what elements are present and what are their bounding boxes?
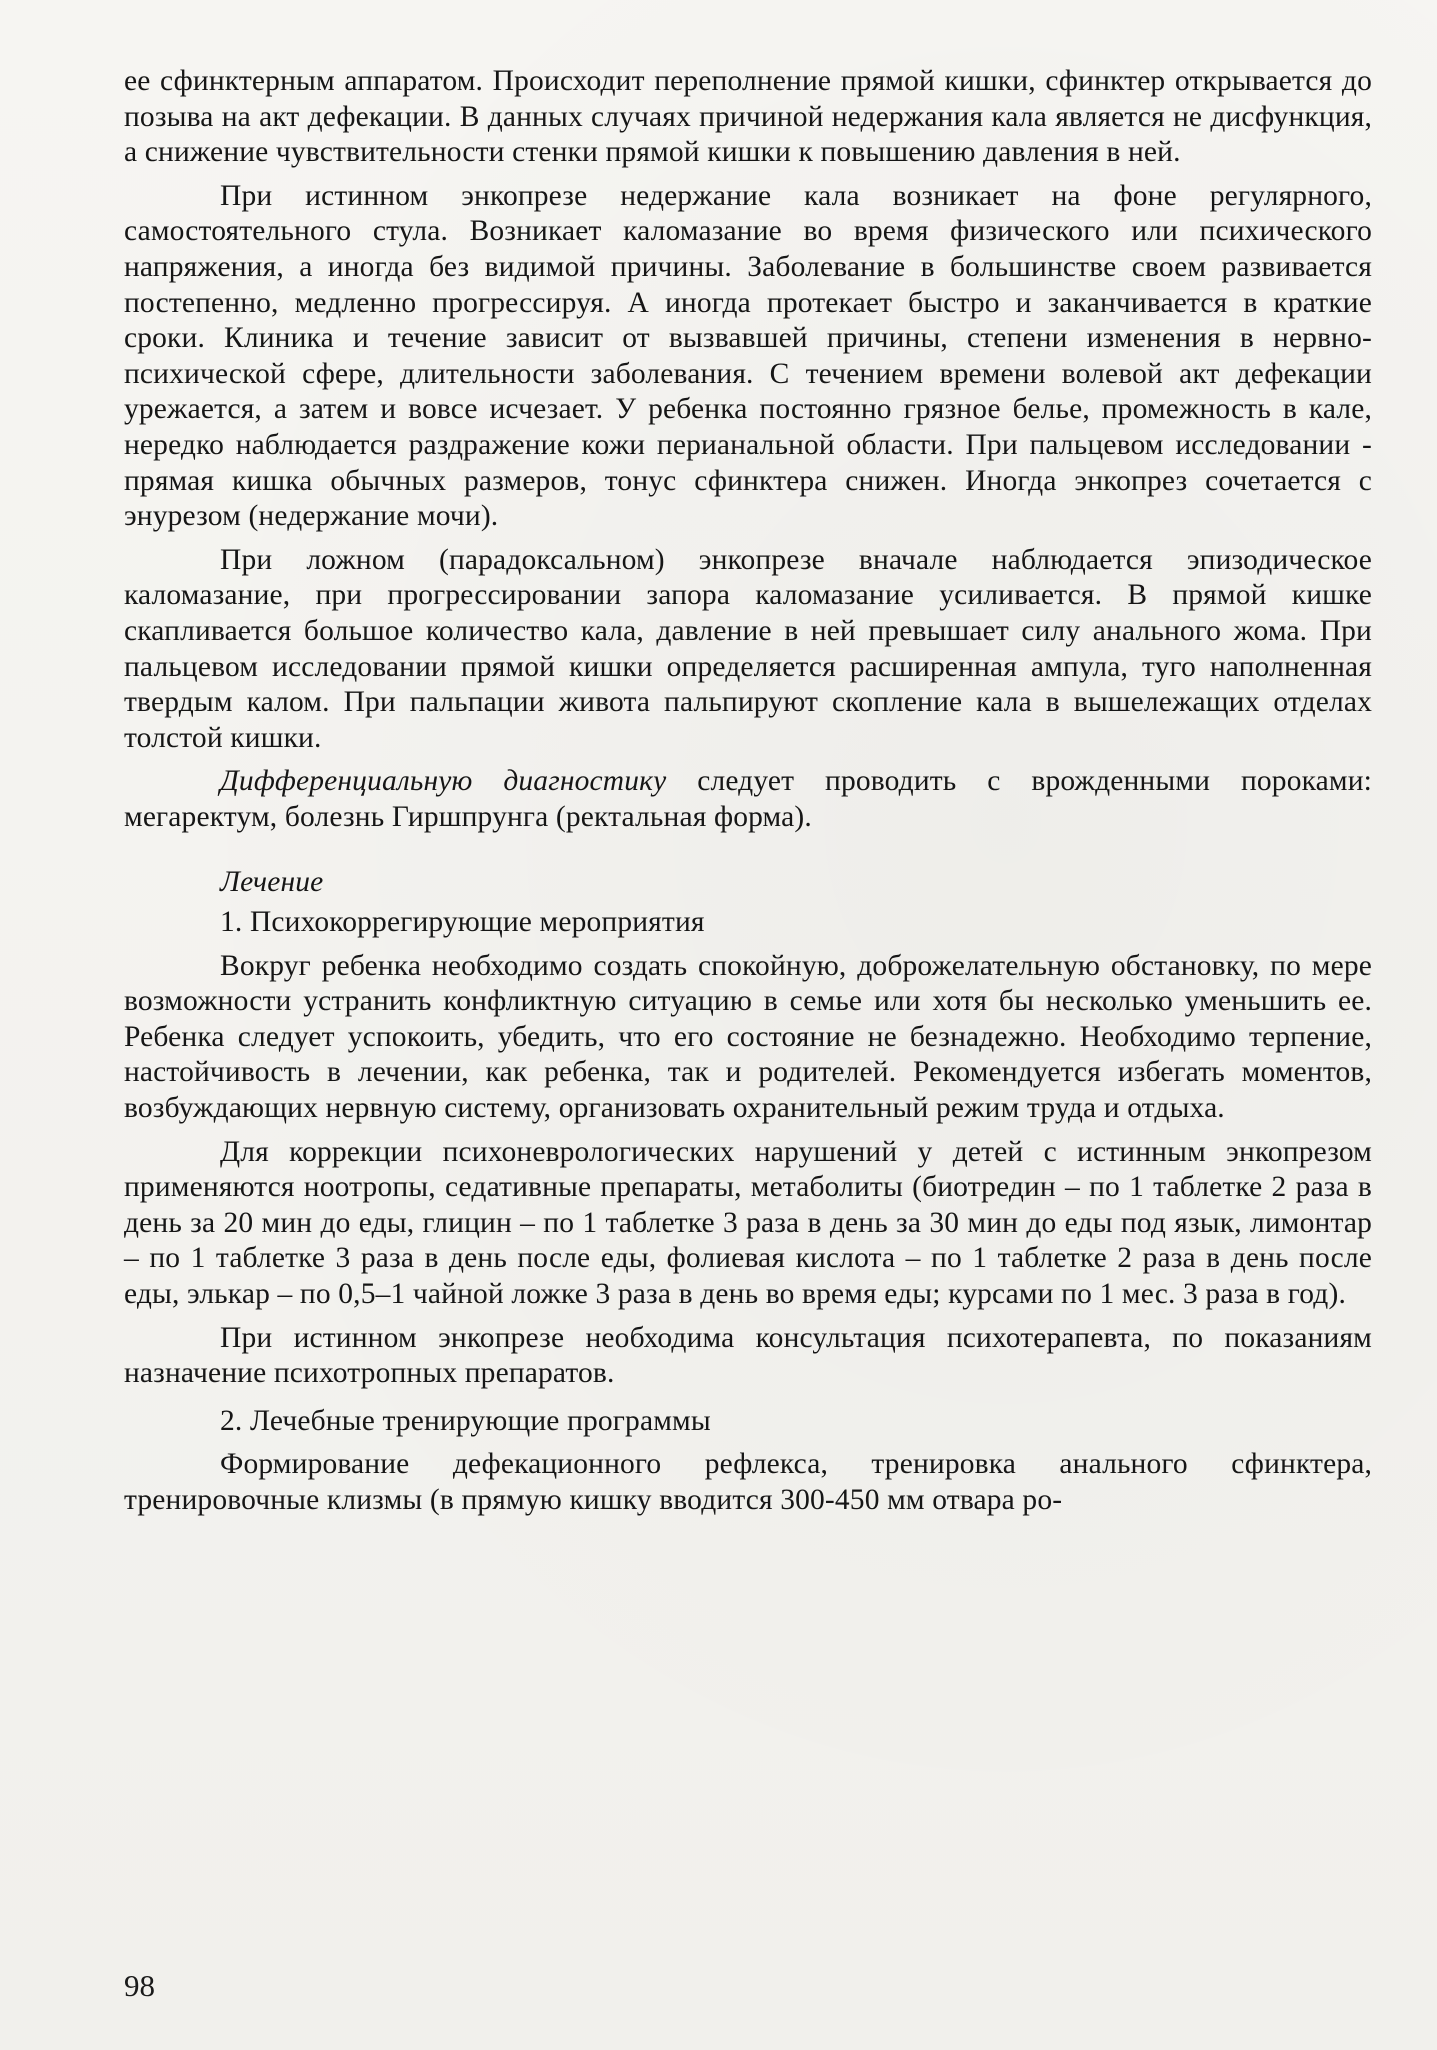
- section-2-title: 2. Лечебные тренирующие программы: [220, 1404, 711, 1437]
- treatment-heading: Лечение: [220, 866, 324, 899]
- paragraph-psychotherapy: При истинном энкопрезе необходима консультация психотерапевта, по показаниям назначение психотропных препаратов.: [124, 1321, 1372, 1390]
- paragraph-continuation: ее сфинктерным аппаратом. Происходит переполнение прямой кишки, сфинктер открывается до позыва на акт дефекации. В данных случаях причиной недержания кала является не дисфункция, а снижение чувствительности стенки прямой кишки к повышению давления в ней.: [124, 65, 1372, 169]
- differential-diagnosis-text: следует проводить с врожденными пороками: мегаректум, болезнь Гиршпрунга (ректальная форма).: [124, 765, 1372, 833]
- paragraph-true-encopresis: При истинном энкопрезе недержание кала возникает на фоне регулярного, самостоятельного стула. Возникает каломазание во время физического или психического напряжения, а иногда без видимой причины. Заболевание в большинстве своем развивается постепенно, медленно прогрессируя. А иногда протекает быстро и заканчивается в краткие сроки. Клиника и течение зависит от вызвавшей причины, степени изменения в нервно-психической сфере, длительности заболевания. С течением времени волевой акт дефекации урежается, а затем и вовсе исчезает. У ребенка постоянно грязное белье, промежность в кале, нередко наблюдается раздражение кожи перианальной области. При пальцевом исследовании - прямая кишка обычных размеров, тонус сфинктера снижен. Иногда энкопрез сочетается с энурезом (недержание мочи).: [124, 179, 1372, 533]
- paragraph-training: Формирование дефекационного рефлекса, тренировка анального сфинктера, тренировочные клизмы (в прямую кишку вводится 300-450 мм отвара ро-: [124, 1448, 1372, 1516]
- page-text: [124, 64, 1372, 1527]
- paragraph-medication: Для коррекции психоневрологических нарушений у детей с истинным энкопрезом применяются ноотропы, седативные препараты, метаболиты (биотредин – по 1 таблетке 2 раза в день за 20 мин до еды, глицин – по 1 таблетке 3 раза в день за 30 мин до еды под язык, лимонтар – по 1 таблетке 3 раза в день после еды, фолиевая кислота – по 1 таблетке 2 раза в день после еды, элькар – по 0,5–1 чайной ложке 3 раза в день во время еды; курсами по 1 мес. 3 раза в год).: [124, 1135, 1372, 1310]
- paragraph-false-encopresis: При ложном (парадоксальном) энкопрезе вначале наблюдается эпизодическое каломазание, при прогрессировании запора каломазание усиливается. В прямой кишке скапливается большое количество кала, давление в ней превышает силу анального жома. При пальцевом исследовании прямой кишки определяется расширенная ампула, туго наполненная твердым калом. При пальпации живота пальпируют скопление кала в вышележащих отделах толстой кишки.: [124, 543, 1372, 754]
- section-1-title: 1. Психокоррегирующие мероприятия: [220, 906, 705, 939]
- differential-diagnosis-term: Дифференциальную диагностику: [220, 765, 667, 798]
- page-number: 98: [124, 1968, 155, 2003]
- paragraph-environment: Вокруг ребенка необходимо создать спокойную, доброжелательную обстановку, по мере возможности устранить конфликтную ситуацию в семье или хотя бы несколько уменьшить ее. Ребенка следует успокоить, убедить, что его состояние не безнадежно. Необходимо терпение, настойчивость в лечении, как ребенка, так и родителей. Рекомендуется избегать моментов, возбуждающих нервную систему, организовать охранительный режим труда и отдыха.: [124, 949, 1372, 1125]
- paragraph-differential-diagnosis: [124, 764, 1372, 835]
